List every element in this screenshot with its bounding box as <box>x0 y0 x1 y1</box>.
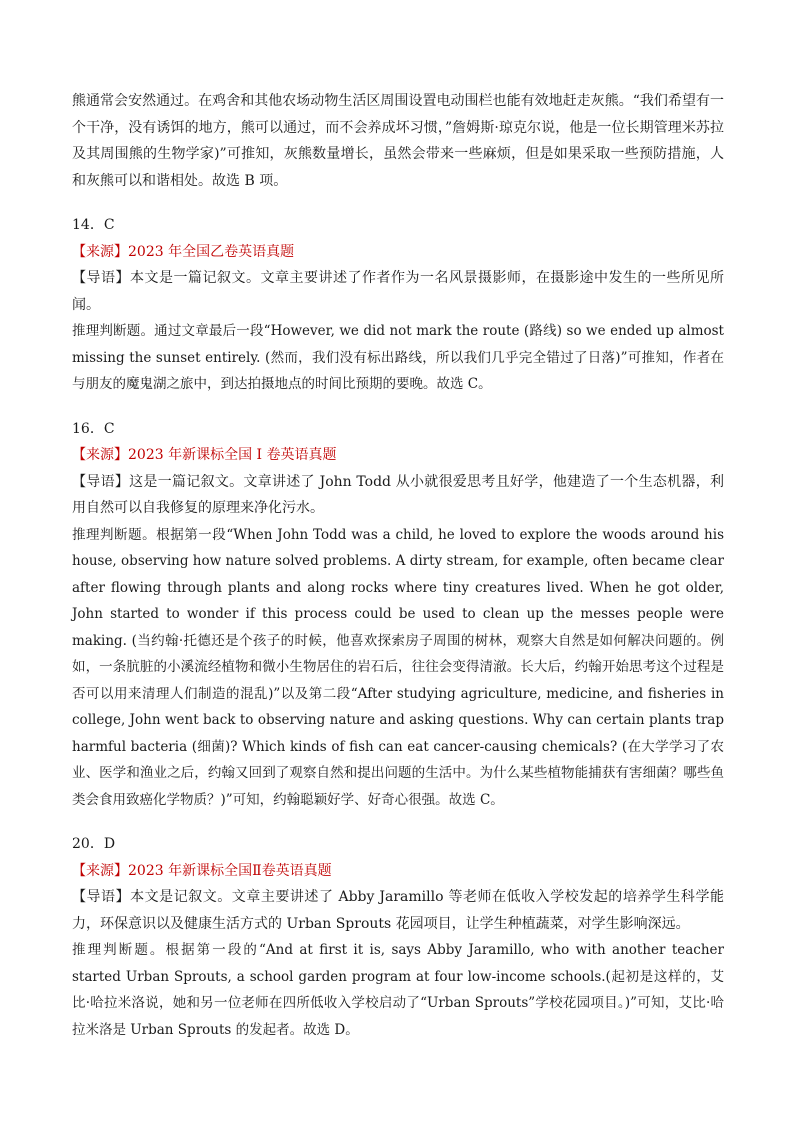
answer-14 <box>72 212 724 398</box>
answer-16 <box>72 416 724 814</box>
intro-block <box>72 88 724 194</box>
answer-number: 16．C <box>72 420 115 437</box>
source-label: 【来源】2023 年新课标全国 I 卷英语真题 <box>72 447 337 463</box>
analysis-paragraph: 推理判断题。通过文章最后一段“However, we did not mark the route (路线) so we ended up almost missing the sunset entirely. (然而，我们没有标出路线，所以我们几乎完全错过了日落)”可推知，作者在与朋友的魔鬼湖之旅中，到达拍摄地点的时间比预期的要晚。故选 C。 <box>72 323 724 392</box>
source-label: 【来源】2023 年新课标全国Ⅱ卷英语真题 <box>72 862 332 879</box>
source-label: 【来源】2023 年全国乙卷英语真题 <box>72 243 295 260</box>
analysis-paragraph: 推理判断题。根据第一段的“And at first it is, says Abby Jaramillo, who with another teacher started Urban Sprouts, a school garden program at four low-income schools.(起初是这样的，艾比·哈拉米洛说，她和另一位老师在四所低收入学校启动了“Urban Sprouts”学校花园项目。)”可知，艾比·哈拉米洛是 Urban Sprouts 的发起者。故选 D。 <box>72 942 724 1038</box>
answer-number: 14．C <box>72 217 115 233</box>
answer-20 <box>72 831 724 1043</box>
guide-paragraph: 【导语】本文是记叙文。文章主要讲述了 Abby Jaramillo 等老师在低收入学校发起的培养学生科学能力，环保意识以及健康生活方式的 Urban Sprouts 花园项目，让学生种植蔬菜，对学生影响深远。 <box>72 889 724 932</box>
intro-paragraph: 熊通常会安然通过。在鸡舍和其他农场动物生活区周围设置电动围栏也能有效地赶走灰熊。“我们希望有一个干净，没有诱饵的地方，熊可以通过，而不会养成坏习惯，”詹姆斯·琼克尔说，他是一位长期管理米苏拉及其周围熊的生物学家)”可推知，灰熊数量增长，虽然会带来一些麻烦，但是如果采取一些预防措施，人和灰熊可以和谐相处。故选 B 项。 <box>72 93 724 189</box>
guide-paragraph: 【导语】这是一篇记叙文。文章讲述了 John Todd 从小就很爱思考且好学，他建造了一个生态机器，利用自然可以自我修复的原理来净化污水。 <box>72 473 724 516</box>
guide-paragraph: 【导语】本文是一篇记叙文。文章主要讲述了作者作为一名风景摄影师，在摄影途中发生的一些所见所闻。 <box>72 270 724 313</box>
document-page <box>72 88 724 1061</box>
analysis-paragraph: 推理判断题。根据第一段“When John Todd was a child, he loved to explore the woods around his house, observing how nature solved problems. A dirty stream, for example, often became clear after flowing through plants and along rocks where tiny creatures lived. When he got older, John started to wonder if this process could be used to clean up the messes people were making. (当约翰·托德还是个孩子的时候，他喜欢探索房子周围的树林，观察大自然是如何解决问题的。例如，一条肮脏的小溪流经植物和微小生物居住的岩石后，往往会变得清澈。长大后，约翰开始思考这个过程是否可以用来清理人们制造的混乱)”以及第二段“After studying agriculture, medicine, and fisheries in college, John went back to observing nature and asking questions. Why can certain plants trap harmful bacteria (细菌)? Which kinds of fish can eat cancer-causing chemicals? (在大学学习了农业、医学和渔业之后，约翰又回到了观察自然和提出问题的生活中。为什么某些植物能捕获有害细菌？哪些鱼类会食用致癌化学物质？)”可知，约翰聪颖好学、好奇心很强。故选 C。 <box>72 526 724 808</box>
answer-number: 20．D <box>72 836 116 852</box>
